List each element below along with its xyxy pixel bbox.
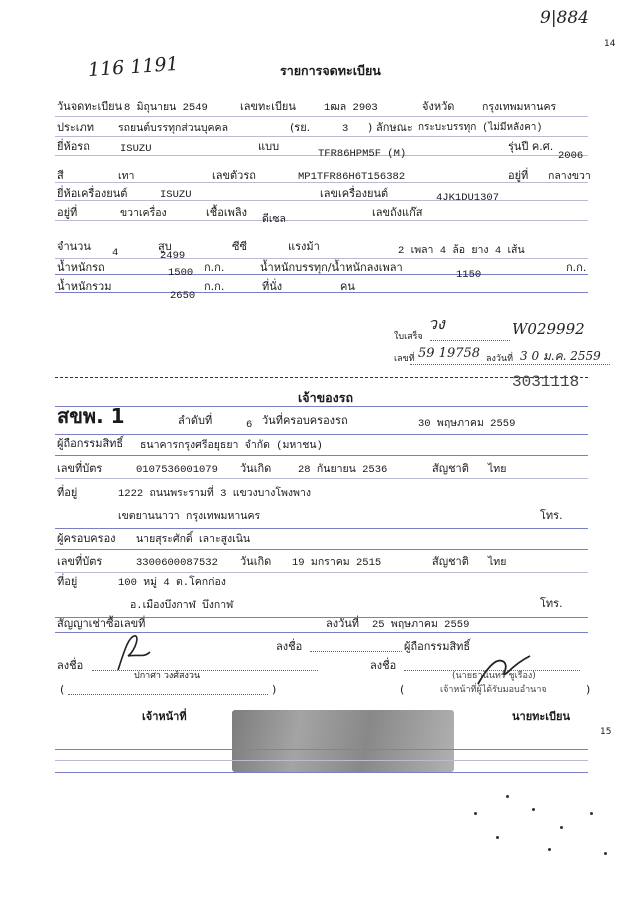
engine-brand: ISUZU bbox=[160, 189, 192, 201]
load-label: น้ำหนักบรรทุก/น้ำหนักลงเพลา bbox=[260, 261, 403, 274]
holder-nationality: ไทย bbox=[488, 557, 507, 569]
stamp-number: 3031118 bbox=[512, 373, 580, 391]
receipt-code: W029992 bbox=[512, 320, 585, 338]
dashed-separator bbox=[55, 377, 588, 378]
ry-number: 3 bbox=[342, 123, 349, 135]
line-rule bbox=[55, 258, 588, 259]
contract-date-label: ลงวันที่ bbox=[326, 617, 360, 630]
year-label: รุ่นปี ค.ศ. bbox=[508, 140, 554, 153]
chassis-label: เลขตัวรถ bbox=[212, 169, 256, 182]
line-rule bbox=[55, 478, 588, 479]
brand-label: ยี่ห้อรถ bbox=[57, 140, 90, 153]
document-ref-number: 9|884 bbox=[540, 8, 589, 28]
province-label: จังหวัด bbox=[422, 100, 455, 113]
line-rule bbox=[55, 549, 588, 550]
horsepower-label: แรงม้า bbox=[288, 240, 320, 253]
reg-date-label: วันจดทะเบียน bbox=[57, 100, 123, 113]
sign-label-right: ลงชื่อ bbox=[370, 659, 397, 672]
weight-label: น้ำหนักรถ bbox=[57, 261, 105, 274]
holder-address-label: ที่อยู่ bbox=[57, 575, 78, 588]
vehicle-type: รถยนต์บรรทุกส่วนบุคคล bbox=[118, 123, 228, 135]
holder-address-1: 100 หมู่ 4 ต.โคกก่อง bbox=[118, 577, 226, 589]
type-label: ประเภท bbox=[57, 121, 95, 134]
scan-speck bbox=[474, 812, 477, 815]
gross-weight: 2650 bbox=[170, 290, 196, 302]
reg-no-label: เลขทะเบียน bbox=[240, 100, 296, 113]
weight-unit: ก.ก. bbox=[204, 261, 225, 274]
receipt-dotline bbox=[410, 364, 610, 365]
line-rule bbox=[55, 455, 588, 456]
name-dotline-left bbox=[68, 694, 268, 695]
vehicle-weight: 1500 bbox=[168, 267, 194, 279]
owner-address-1: 1222 ถนนพระรามที่ 3 แขวงบางโพงพาง bbox=[118, 488, 311, 500]
seat-unit: คน bbox=[340, 280, 355, 293]
vehicle-style: กระบะบรรทุก (ไม่มีหลังคา) bbox=[418, 123, 543, 134]
owner-address-2: เขตยานนาวา กรุงเทพมหานคร bbox=[118, 511, 261, 523]
handwritten-number: 116 1191 bbox=[87, 52, 180, 82]
right-signer-name: (นายธานินทร์ ชูเรือง) bbox=[452, 671, 536, 681]
owner-birth: 28 กันยายน 2536 bbox=[298, 464, 388, 476]
receipt-number: 59 19758 bbox=[418, 346, 481, 361]
line-rule bbox=[55, 772, 588, 773]
holder-birth-label: วันเกิด bbox=[240, 555, 272, 568]
paren-open-right: ( bbox=[400, 683, 405, 696]
owner-name: ธนาคารกรุงศรีอยุธยา จำกัด (มหาชน) bbox=[140, 440, 323, 452]
holder-nationality-label: สัญชาติ bbox=[432, 555, 469, 568]
receipt-label: ใบเสร็จ bbox=[394, 332, 423, 342]
possess-date: 30 พฤษภาคม 2559 bbox=[418, 418, 516, 430]
holder-address-2: อ.เมืองบึงกาฬ บึงกาฬ bbox=[130, 600, 234, 612]
sequence-number: 6 bbox=[246, 419, 253, 431]
scan-speck bbox=[496, 836, 499, 839]
line-rule bbox=[55, 292, 588, 293]
line-rule bbox=[55, 749, 588, 750]
cylinder-unit: สูบ bbox=[158, 240, 172, 253]
possess-label: วันที่ครอบครองรถ bbox=[262, 414, 348, 427]
paren-open-left: ( bbox=[60, 683, 65, 696]
receipt-date: 3 0 ม.ค. 2559 bbox=[520, 349, 601, 363]
paren-close-left: ) bbox=[272, 683, 277, 696]
cc-unit: ซีซี bbox=[232, 240, 247, 253]
receipt-handwriting: วง bbox=[428, 314, 445, 333]
holder-name: นายสุระศักดิ์ เลาะสูงเนิน bbox=[136, 534, 251, 546]
color-label: สี bbox=[57, 169, 64, 182]
owner-tel-label: โทร. bbox=[540, 509, 563, 522]
engine-number: 4JK1DU1307 bbox=[436, 192, 500, 204]
brand: ISUZU bbox=[120, 143, 152, 155]
receipt-date-label: ลงวันที่ bbox=[486, 354, 514, 364]
model: TFR86HPM5F (M) bbox=[318, 148, 407, 160]
registrar-label: นายทะเบียน bbox=[512, 710, 571, 723]
sign-label-owner: ลงชื่อ bbox=[276, 640, 303, 653]
right-signer-title: เจ้าหน้าที่ผู้ได้รับมอบอำนาจ bbox=[440, 685, 547, 695]
model-label: แบบ bbox=[258, 140, 280, 153]
holder-id-label: เลขที่บัตร bbox=[57, 555, 103, 568]
officer-label: เจ้าหน้าที่ bbox=[142, 710, 187, 723]
receipt-dotline bbox=[430, 340, 510, 341]
scan-speck bbox=[604, 852, 607, 855]
page-title: รายการจดทะเบียน bbox=[280, 63, 381, 78]
gross-unit: ก.ก. bbox=[204, 280, 225, 293]
owner-signer-label: ผู้ถือกรรมสิทธิ์ bbox=[404, 640, 471, 653]
owner-id: 0107536001079 bbox=[136, 464, 218, 476]
engine-position: ขวาเครื่อง bbox=[120, 208, 167, 220]
model-year: 2006 bbox=[558, 150, 584, 162]
holder-tel-label: โทร. bbox=[540, 597, 563, 610]
line-rule bbox=[55, 528, 588, 529]
holder-id: 3300600087532 bbox=[136, 557, 218, 569]
sequence-label: ลำดับที่ bbox=[178, 414, 213, 427]
load-weight: 1150 bbox=[456, 269, 482, 281]
sign-label-left: ลงชื่อ bbox=[57, 659, 84, 672]
signature-left bbox=[110, 630, 160, 675]
chassis-pos-label: อยู่ที่ bbox=[508, 169, 529, 182]
line-rule bbox=[55, 434, 588, 435]
left-signer-name: ปกาศา วงศ์สงวน bbox=[134, 671, 201, 681]
chassis-position: กลางขวา bbox=[548, 171, 591, 183]
count-label: จำนวน bbox=[57, 240, 91, 253]
gas-tank-label: เลขถังแก๊ส bbox=[372, 206, 423, 219]
province: กรุงเทพมหานคร bbox=[482, 102, 557, 114]
engine-pos-label: อยู่ที่ bbox=[57, 206, 78, 219]
ry-close: ) bbox=[368, 121, 373, 134]
page-number-top: 14 bbox=[604, 39, 616, 49]
owner-nationality: ไทย bbox=[488, 464, 507, 476]
owner-birth-label: วันเกิด bbox=[240, 462, 272, 475]
signature-right bbox=[474, 650, 534, 690]
line-rule bbox=[55, 220, 588, 221]
line-rule bbox=[55, 200, 588, 201]
line-rule bbox=[55, 136, 588, 137]
receipt-no-label: เลขที่ bbox=[394, 354, 415, 364]
line-rule bbox=[55, 274, 588, 275]
owner-nationality-label: สัญชาติ bbox=[432, 462, 469, 475]
engine-no-label: เลขเครื่องยนต์ bbox=[320, 187, 389, 200]
holder-birth: 19 มกราคม 2515 bbox=[292, 557, 382, 569]
owner-label: ผู้ถือกรรมสิทธิ์ bbox=[57, 437, 124, 450]
holder-label: ผู้ครอบครอง bbox=[57, 532, 116, 545]
scan-speck bbox=[560, 826, 563, 829]
fuel-label: เชื้อเพลิง bbox=[206, 206, 247, 219]
line-rule bbox=[55, 572, 588, 573]
line-rule bbox=[55, 116, 588, 117]
reg-date: 8 มิถุนายน 2549 bbox=[124, 102, 208, 114]
ry-open: (รย. bbox=[290, 121, 311, 134]
scan-speck bbox=[532, 808, 535, 811]
paren-close-right: ) bbox=[586, 683, 591, 696]
reg-no: 1ฒล 2903 bbox=[324, 102, 378, 114]
line-rule bbox=[55, 760, 588, 761]
page-number-bottom: 15 bbox=[600, 727, 612, 737]
vehicle-color: เทา bbox=[118, 171, 135, 183]
chassis-number: MP1TFR86H6T156382 bbox=[298, 171, 406, 183]
owner-address-label: ที่อยู่ bbox=[57, 486, 78, 499]
owner-section-title: เจ้าของรถ bbox=[298, 390, 354, 405]
cc-value: 2499 bbox=[160, 250, 186, 262]
load-unit: ก.ก. bbox=[566, 261, 587, 274]
scan-speck bbox=[506, 795, 509, 798]
scan-speck bbox=[590, 812, 593, 815]
sign-dotline-owner bbox=[310, 651, 402, 652]
fuel-type: ดีเซล bbox=[262, 214, 286, 226]
scan-speck bbox=[548, 848, 551, 851]
style-label: ลักษณะ bbox=[376, 121, 413, 134]
owner-id-label: เลขที่บัตร bbox=[57, 462, 103, 475]
contract-label: สัญญาเช่าซื้อเลขที่ bbox=[57, 617, 146, 630]
seat-label: ที่นั่ง bbox=[262, 280, 283, 293]
cylinders: 4 bbox=[112, 247, 119, 259]
form-code: สขพ. 1 bbox=[57, 404, 125, 428]
tape-stain bbox=[232, 710, 454, 772]
contract-date: 25 พฤษภาคม 2559 bbox=[372, 619, 470, 631]
line-rule bbox=[55, 406, 588, 407]
axle-tire: 2 เพลา 4 ล้อ ยาง 4 เส้น bbox=[398, 245, 525, 257]
engine-brand-label: ยี่ห้อเครื่องยนต์ bbox=[57, 187, 128, 200]
gross-label: น้ำหนักรวม bbox=[57, 280, 112, 293]
